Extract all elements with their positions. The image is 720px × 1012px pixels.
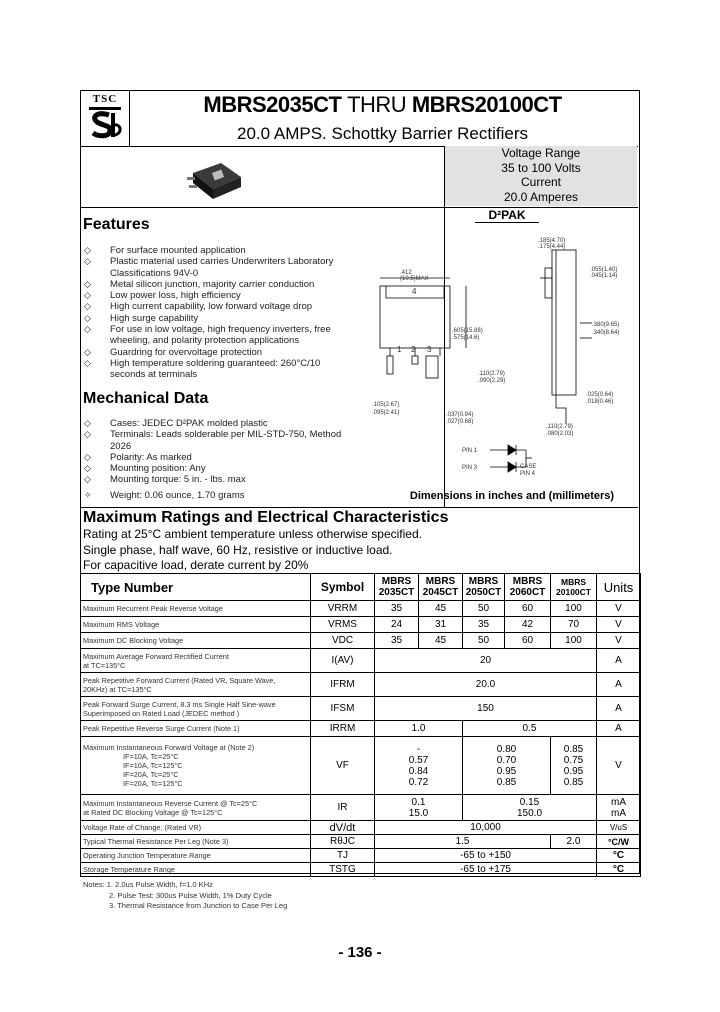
dim-label: .412 (400, 270, 412, 276)
list-item: ◇ Plastic material used carries Underwriters Laboratory Classifications 94V-0 (84, 256, 334, 279)
list-item: ◇ Mounting torque: 5 in. - lbs. max (84, 474, 246, 486)
dim-label: .080(2.03) (546, 431, 574, 437)
page-subtitle: 20.0 AMPS. Schottky Barrier Rectifiers (237, 124, 528, 143)
mechanical-heading: Mechanical Data (83, 390, 209, 407)
ratings-note: For capacitive load, derate current by 20% (83, 558, 309, 572)
voltage-range-box: Voltage Range 35 to 100 Volts Current 20.0 Amperes (445, 146, 637, 206)
pin1-label: PIN 1 (462, 448, 478, 454)
table-header-row (81, 574, 641, 601)
col-part: MBRS 20100CT (551, 574, 597, 601)
table-row: Maximum DC Blocking Voltage VDC 35 45 50 60 100 V (81, 633, 641, 649)
pin4-label: PIN 4 (520, 471, 536, 477)
drawing-pin-number: 3 (427, 345, 432, 354)
table-row: Maximum Instantaneous Forward Voltage at (Note 2) IF=10A, Tc=25°C IF=10A, Tc=125°C IF=20A, Tc=25°C IF=20A, Tc=125°C VF - 0.57 0.84 0.72 0.80 0.70 0.95 0.85 0.85 0.75 0.95 0.85 V (81, 737, 641, 795)
page-number: - 136 - (338, 944, 382, 961)
table-row: Voltage Rate of Change, (Rated VR) dV/dt 10,000 V/uS (81, 821, 641, 835)
dim-label: .018(0.46) (586, 399, 614, 405)
dim-label: .110(2.79) (546, 424, 573, 430)
case-label: CASE (520, 464, 537, 470)
logo-text: TSC (92, 93, 118, 105)
page-title: MBRS2035CT THRU MBRS20100CT (203, 92, 562, 117)
ratings-table (80, 573, 641, 877)
dim-label: .105(2.67) (372, 402, 400, 408)
dim-label: .037(0.94) (446, 412, 474, 418)
table-notes: Notes: 1. 2.0us Pulse Width, f=1.0 KHz 2. Pulse Test: 300us Pulse Width, 1% Duty Cycle 3. Thermal Resistance from Junction to Case Per Leg (83, 880, 288, 910)
dim-label: .027(0.68) (446, 419, 474, 425)
table-row: Typical Thermal Resistance Per Leg (Note 3) RθJC 1.5 2.0 °C/W (81, 835, 641, 849)
col-units: Units (597, 574, 641, 601)
list-item: ◇ Polarity: As marked (84, 451, 192, 463)
list-item: ◇ Terminals: Leads solderable per MIL-STD-750, Method 2026 (84, 429, 342, 452)
dim-label: .055(1.40) (590, 267, 618, 273)
drawing-caption: Dimensions in inches and (millimeters) (409, 490, 615, 502)
ratings-note: Single phase, half wave, 60 Hz, resistive or inductive load. (83, 543, 393, 557)
table-row: Maximum Instantaneous Reverse Current @ Tc=25°C at Rated DC Blocking Voltage @ Tc=125°C IR 0.1 15.0 0.15 150.0 mA mA (81, 795, 641, 821)
dim-label: (10.5)MAX (400, 276, 429, 282)
dim-label: .380(9.65) (592, 322, 620, 328)
table-row: Maximum Recurrent Peak Reverse Voltage VRRM 35 45 50 60 100 V (81, 601, 641, 617)
table-row: Maximum RMS Voltage VRMS 24 31 35 42 70 V (81, 617, 641, 633)
list-item: ◇ High surge capability (84, 312, 199, 324)
col-part: MBRS 2035CT (375, 574, 419, 601)
col-symbol: Symbol (311, 574, 375, 601)
dim-label: .025(0.64) (586, 392, 614, 398)
dim-label: .340(8.64) (592, 330, 620, 336)
drawing-tab-label: 4 (412, 287, 417, 296)
list-item: ◇ Metal silicon junction, majority carrier conduction (84, 278, 315, 290)
list-item: ◇ Guardring for overvoltage protection (84, 346, 263, 358)
features-list (82, 245, 352, 381)
dim-label: .605(15.88) (452, 328, 483, 334)
col-part: MBRS 2045CT (419, 574, 463, 601)
dim-label: .185(4.70) (538, 238, 566, 244)
table-row: Maximum Average Forward Rectified Current at TC=135°C I(AV) 20 A (81, 649, 641, 673)
package-photo (183, 155, 253, 205)
ratings-note: Rating at 25°C ambient temperature unless otherwise specified. (83, 527, 422, 541)
table-row: Operating Junction Temperature Range TJ -65 to +150 °C (81, 849, 641, 863)
dim-label: .095(2.41) (372, 410, 400, 416)
drawing-pin-number: 1 (397, 345, 402, 354)
tsc-logo (83, 93, 127, 145)
package-name: D²PAK (475, 208, 539, 223)
dim-label: .175(4.44) (538, 244, 566, 250)
pin3-label: PIN 3 (462, 465, 478, 471)
mechanical-list (82, 418, 352, 501)
list-item: ✧ Weight: 0.06 ounce, 1.70 grams (84, 489, 245, 501)
col-part: MBRS 2060CT (505, 574, 551, 601)
col-part: MBRS 2050CT (463, 574, 505, 601)
list-item: ◇ Mounting position: Any (84, 463, 206, 475)
list-item: ◇ Low power loss, high efficiency (84, 290, 241, 302)
list-item: ◇ For surface mounted application (84, 245, 246, 256)
table-row: Storage Temperature Range TSTG -65 to +175 °C (81, 863, 641, 877)
list-item: ◇ Cases: JEDEC D²PAK molded plastic (84, 418, 268, 429)
dim-label: .045(1.14) (590, 273, 618, 279)
ratings-heading: Maximum Ratings and Electrical Characteristics (83, 509, 449, 526)
list-item: ◇ High current capability, low forward voltage drop (84, 301, 313, 313)
dim-label: .110(2.79) (478, 371, 505, 377)
list-item: ◇ For use in low voltage, high frequency inverters, free wheeling, and polarity protection applications (84, 324, 331, 347)
table-row: Peak Repetitive Forward Current (Rated VR, Square Wave, 20KHz) at TC=135°C IFRM 20.0 A (81, 673, 641, 697)
features-heading: Features (83, 216, 150, 233)
dim-label: .575(14.6) (452, 335, 480, 341)
table-row: Peak Repetitive Reverse Surge Current (Note 1) IRRM 1.0 0.5 A (81, 721, 641, 737)
drawing-pin-number: 2 (411, 345, 416, 354)
list-item: ◇ High temperature soldering guaranteed: 260°C/10 seconds at terminals (84, 357, 321, 381)
logo-mark-icon (83, 105, 127, 143)
col-type-number: Type Number (81, 574, 311, 601)
dim-label: .090(2.29) (478, 378, 506, 384)
package-drawing (370, 228, 636, 488)
table-row: Peak Forward Surge Current, 8.3 ms Single Half Sine-wave Superimposed on Rated Load (JEDEC method ) IFSM 150 A (81, 697, 641, 721)
